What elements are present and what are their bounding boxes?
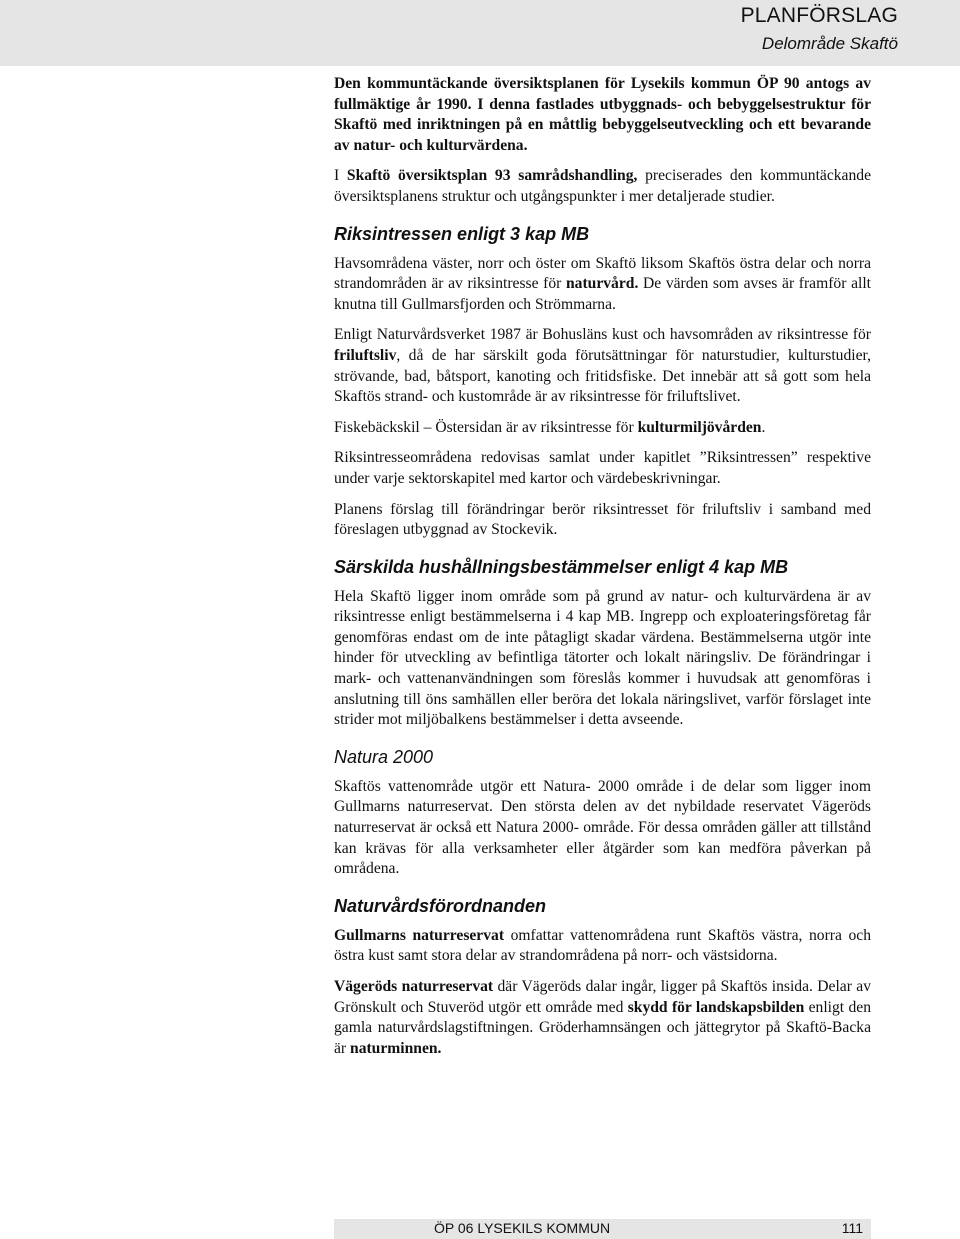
heading-natura-2000: Natura 2000 [334, 746, 434, 767]
paragraph-gullmarns: Gullmarns naturreservat omfattar vattenområdena runt Skaftös västra, norra och östra kust samt stora delar av strandområdena på norr- och västsidorna. [334, 926, 871, 965]
paragraph-natura: Skaftös vattenområde utgör ett Natura- 2000 område i de delar som ligger inom Gullmarns naturreservat. Den största delen av det nybildade reservatet Vägeröds naturreservat är också ett Natura 2000- område. För dessa områden gäller att tillstånd kan krävas för alla verksamheter eller åtgärder som kan medföra påverkan på områdena. [334, 777, 871, 878]
document-body [334, 74, 871, 1069]
paragraph-havsomraden: Havsområdena väster, norr och öster om Skaftö liksom Skaftös östra delar och norra strandområden är av riksintresse för naturvård. De värden som avses är framför allt knutna till Gullmarsfjorden och Strömmarna. [334, 254, 871, 313]
paragraph-hela-skafto: Hela Skaftö ligger inom område som på grund av natur- och kulturvärdena är av riksintresse enligt bestämmelserna i 4 kap MB. Ingrepp och exploateringsföretag får genomföras endast om de inte påtagligt skadar värdena. Bestämmelserna utgör inte hinder för utveckling av befintliga tätorter och lokalt näringsliv. De förändringar i mark- och vattenanvändningen som föreslås kommer i huvudsak att genomföras i anslutning till öns samhällen eller beröra det lokala näringslivet, varför förslaget inte strider mot miljöbalkens bestämmelser i detta avseende. [334, 587, 871, 729]
page-footer [334, 1219, 871, 1239]
paragraph-intro: Den kommuntäckande översiktsplanen för Lysekils kommun ÖP 90 antogs av fullmäktige år 1990. I denna fastlades utbyggnads- och bebyggelsestruktur för Skaftö med inriktningen på en måttlig bebyggelseutveckling och ett bevarande av natur- och kulturvärdena. [334, 75, 871, 154]
header-subtitle: Delområde Skaftö [761, 34, 898, 53]
page-number: 111 [841, 1220, 863, 1236]
paragraph-vageroeds: Vägeröds naturreservat där Vägeröds dalar ingår, ligger på Skaftös insida. Delar av Grönskult och Stuveröd utgör ett område med skydd för landskapsbilden enligt den gamla naturvårdslagstiftningen. Gröderhamnsängen och jättegrytor på Skaftö-Backa är naturminnen. [334, 978, 871, 1057]
header-title: PLANFÖRSLAG [740, 4, 898, 27]
page-header [0, 0, 960, 66]
footer-publication: ÖP 06 LYSEKILS KOMMUN [434, 1220, 611, 1236]
paragraph-riksintresseomraden: Riksintresseområdena redovisas samlat under kapitlet ”Riksintressen” respektive under varje sektorskapitel med kartor och värdebeskrivningar. [334, 449, 871, 487]
heading-hushallning: Särskilda hushållningsbestämmelser enligt 4 kap MB [334, 556, 789, 577]
paragraph-naturvardsverket: Enligt Naturvårdsverket 1987 är Bohusläns kust och havsområden av riksintresse för friluftsliv, då de har särskilt goda förutsättningar för naturstudier, kulturstudier, strövande, bad, båtsport, kanoting och fritidsfiske. Det innebär att så gott som hela Skaftös strand- och kustområde är av riksintresse för friluftslivet. [334, 326, 871, 406]
paragraph-skafto-plan: I Skaftö översiktsplan 93 samrådshandling, preciserades den kommuntäckande översiktsplanens struktur och utgångspunkter i mer detaljerade studier. [334, 167, 871, 205]
heading-naturvardsforordnanden: Naturvårdsförordnanden [334, 895, 547, 916]
paragraph-planens-forslag: Planens förslag till förändringar berör riksintresset för friluftsliv i samband med föreslagen utbyggnad av Stockevik. [334, 500, 871, 539]
paragraph-fiskebackskil: Fiskebäckskil – Östersidan är av riksintresse för kulturmiljövården. [334, 418, 766, 436]
heading-riksintressen: Riksintressen enligt 3 kap MB [334, 223, 590, 244]
